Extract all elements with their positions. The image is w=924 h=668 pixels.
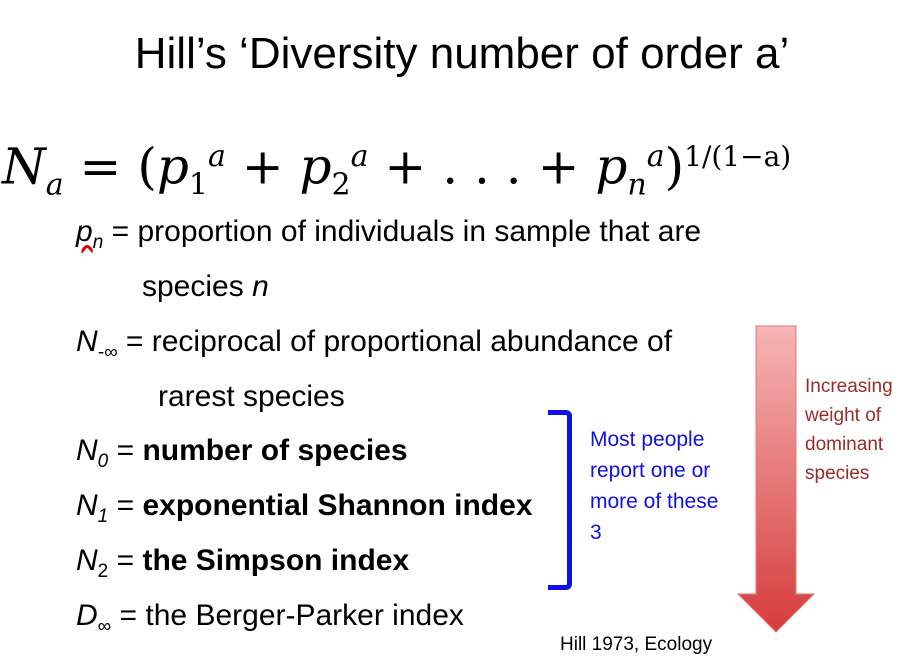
right-bracket xyxy=(548,410,572,590)
formula-term-1-sub: 1 xyxy=(188,167,208,203)
definition-n1 xyxy=(76,486,533,537)
formula-term-2-sub: 2 xyxy=(331,167,351,203)
slide-title xyxy=(0,26,924,82)
definition-n0 xyxy=(76,431,408,482)
definition-n2-text: the Simpson index xyxy=(142,544,410,577)
formula-term-n-sub: n xyxy=(627,167,647,203)
formula-term-2-sup: a xyxy=(350,139,369,174)
definition-n1-symbol: $N_1$ xyxy=(76,489,109,527)
formula-term-n-base: p xyxy=(595,137,628,196)
hill-formula xyxy=(2,118,922,203)
arrow-note: Increasing weight of dominant species xyxy=(805,376,893,484)
definition-n-neg-inf-symbol: $N_{-\infty}$ xyxy=(76,325,118,363)
formula-plus: + xyxy=(225,137,300,196)
formula-term-n-sup: a xyxy=(646,139,665,174)
formula-equals: = xyxy=(63,137,138,196)
formula-term-1-sup: a xyxy=(207,139,226,174)
formula-open-paren: ( xyxy=(137,137,157,196)
definition-n0-text: number of species xyxy=(142,434,408,467)
definition-n2-symbol: N xyxy=(76,544,98,577)
title-text: Hill’s ‘Diversity number of order a’ xyxy=(134,29,790,78)
definition-pn-cont-n: n xyxy=(252,270,269,303)
formula-close-paren: ) xyxy=(664,137,685,196)
definition-n-neg-inf-text: = reciprocal of proportional abundance of xyxy=(117,325,673,358)
formula-lhs-sub: a xyxy=(45,167,64,203)
definition-n-neg-inf-cont: rarest species xyxy=(158,380,345,413)
definition-pn-symbol: $p_n$ xyxy=(76,215,104,253)
formula-exponent: 1/(1−a) xyxy=(684,140,792,173)
definition-n2 xyxy=(76,541,409,592)
definition-n0-eq: = xyxy=(108,434,143,467)
definition-d-inf-symbol: D xyxy=(76,599,98,632)
definition-pn xyxy=(76,212,701,263)
definition-pn-text: = proportion of individuals in sample that are xyxy=(103,215,702,248)
definition-d-inf-text: = the Berger-Parker index xyxy=(111,599,464,632)
formula-term-1-base: p xyxy=(156,137,189,196)
definition-n-neg-inf-continued xyxy=(158,377,345,417)
definition-n2-eq: = xyxy=(108,544,143,577)
bracket-note: Most people report one or more of these 3 xyxy=(590,428,719,544)
formula-ellipsis: + . . . + xyxy=(368,137,596,196)
definition-pn-continued xyxy=(142,267,269,307)
formula-lhs: N xyxy=(2,137,46,196)
definition-n1-eq: = xyxy=(108,489,143,522)
down-arrow-icon xyxy=(736,324,816,636)
definition-d-inf xyxy=(76,596,464,647)
definition-pn-cont: species xyxy=(142,270,253,303)
definition-n0-symbol: $N_0$ xyxy=(76,434,109,472)
definition-n-neg-inf xyxy=(76,322,672,373)
definition-n2-sub: 2 xyxy=(97,561,109,582)
definition-n1-text: exponential Shannon index xyxy=(142,489,533,522)
formula-term-2-base: p xyxy=(299,137,332,196)
citation: Hill 1973, Ecology xyxy=(560,634,713,655)
definition-d-inf-sub: ∞ xyxy=(97,616,112,637)
